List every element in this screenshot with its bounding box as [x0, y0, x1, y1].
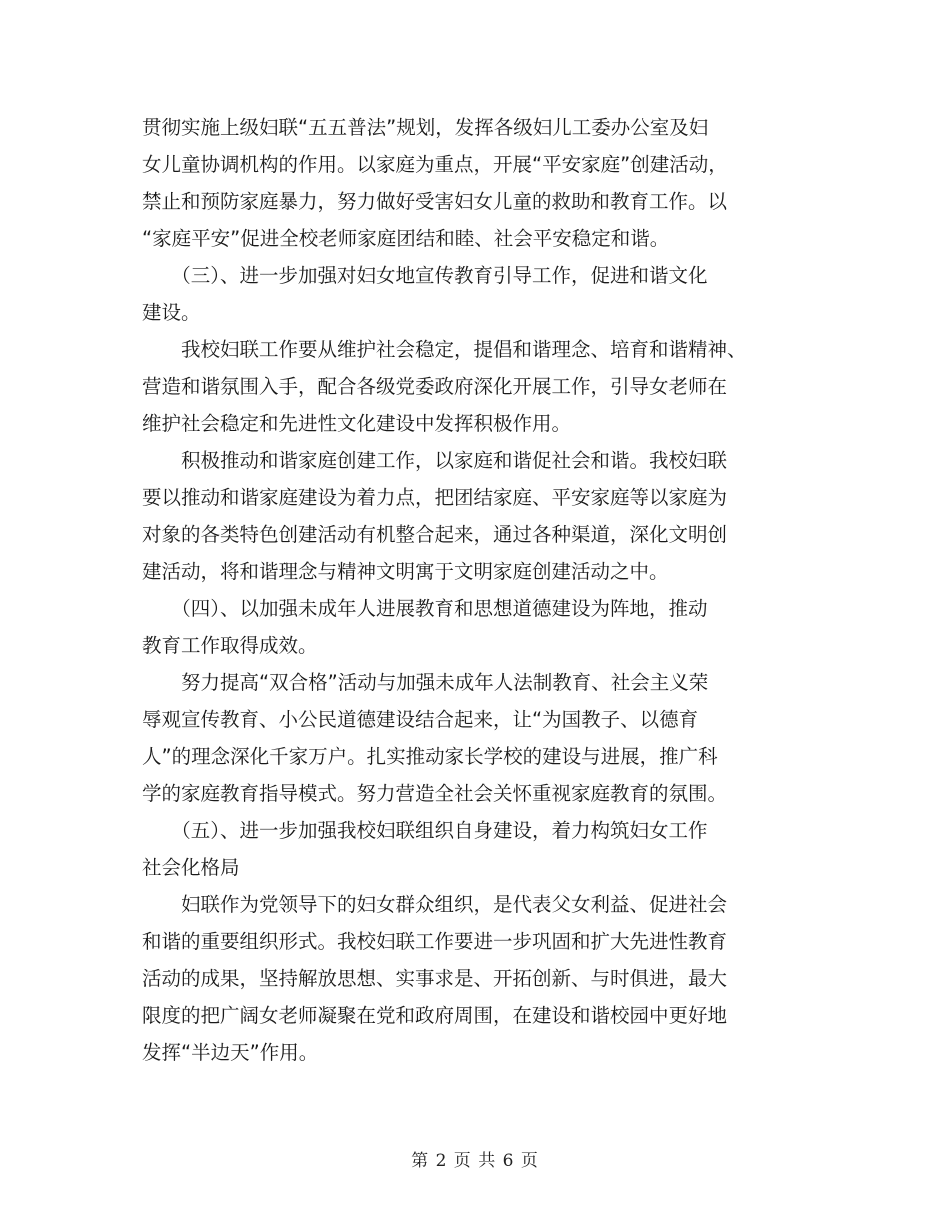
text-line: 活动的成果，坚持解放思想、实事求是、开拓创新、与时俱进，最大 — [142, 967, 728, 990]
text-line: 限度的把广阔女老师凝聚在党和政府周围，在建设和谐校园中更好地 — [142, 1004, 728, 1027]
section-heading-line: 教育工作取得成效。 — [142, 634, 318, 657]
text-line: 建活动，将和谐理念与精神文明寓于文明家庭创建活动之中。 — [142, 560, 669, 583]
text-line: 我校妇联工作要从维护社会稳定，提倡和谐理念、培育和谐精神、 — [142, 338, 747, 361]
section-heading-line: （三）、进一步加强对妇女地宣传教育引导工作，促进和谐文化 — [142, 264, 708, 287]
section-heading-line: （四）、以加强未成年人进展教育和思想道德建设为阵地，推动 — [142, 597, 708, 620]
section-heading-line: （五）、进一步加强我校妇联组织自身建设，着力构筑妇女工作 — [142, 819, 708, 842]
text-line: 贯彻实施上级妇联“五五普法”规划，发挥各级妇儿工委办公室及妇 — [142, 116, 709, 139]
text-line: 学的家庭教育指导模式。努力营造全社会关怀重视家庭教育的氛围。 — [142, 782, 728, 805]
document-body — [142, 109, 802, 1071]
text-line: 女儿童协调机构的作用。以家庭为重点，开展“平安家庭”创建活动， — [142, 153, 728, 176]
text-line: 营造和谐氛围入手，配合各级党委政府深化开展工作，引导女老师在 — [142, 375, 728, 398]
text-line: 禁止和预防家庭暴力，努力做好受害妇女儿童的救助和教育工作。以 — [142, 190, 728, 213]
text-line: 维护社会稳定和先进性文化建设中发挥积极作用。 — [142, 412, 572, 435]
text-line: 发挥“半边天”作用。 — [142, 1041, 319, 1064]
text-line: 要以推动和谐家庭建设为着力点，把团结家庭、平安家庭等以家庭为 — [142, 486, 728, 509]
text-line: 辱观宣传教育、小公民道德建设结合起来，让“为国教子、以德育 — [142, 708, 699, 731]
text-line: 对象的各类特色创建活动有机整合起来，通过各种渠道，深化文明创 — [142, 523, 728, 546]
section-heading-line: 建设。 — [142, 301, 201, 324]
text-line: 妇联作为党领导下的妇女群众组织，是代表父女利益、促进社会 — [142, 893, 728, 916]
page-number-footer: 第 2 页 共 6 页 — [411, 1151, 539, 1171]
text-line: “家庭平安”促进全校老师家庭团结和睦、社会平安稳定和谐。 — [142, 227, 670, 250]
text-line: 努力提高“双合格”活动与加强未成年人法制教育、社会主义荣 — [142, 671, 709, 694]
section-heading-line: 社会化格局 — [142, 856, 240, 879]
text-line: 和谐的重要组织形式。我校妇联工作要进一步巩固和扩大先进性教育 — [142, 930, 728, 953]
text-line: 人”的理念深化千家万户。扎实推动家长学校的建设与进展，推广科 — [142, 745, 718, 768]
text-line: 积极推动和谐家庭创建工作，以家庭和谐促社会和谐。我校妇联 — [142, 449, 728, 472]
